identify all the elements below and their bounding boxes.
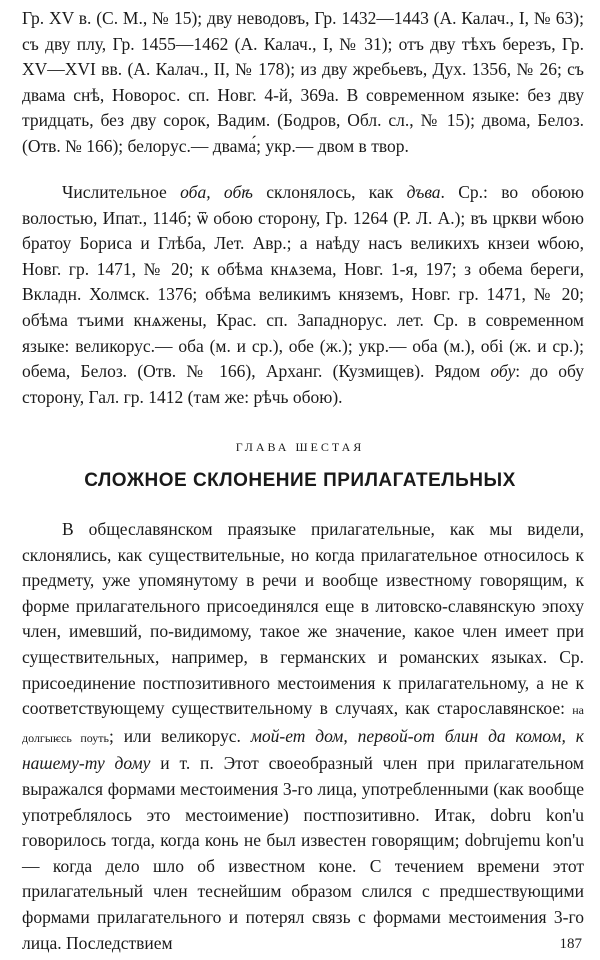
chapter-title: СЛОЖНОЕ СКЛОНЕНИЕ ПРИЛАГАТЕЛЬНЫХ xyxy=(84,470,516,491)
chapter-label: ГЛАВА ШЕСТАЯ xyxy=(235,440,365,454)
para2-lead: Числительное xyxy=(62,182,181,202)
para2-tail: : до обу сторону, Гал. гр. 1412 (там же: рѣчь обою). xyxy=(22,361,584,407)
para3-part2: ; или великорус. xyxy=(109,725,251,746)
page-number: 187 xyxy=(559,936,582,952)
paragraph-continued: Гр. XV в. (С. М., № 15); дву неводовъ, Гр. 1432—1443 (А. Калач., I, № 63); съ дву плу, Гр. 1455—1462 (А. Калач., I, № 31); отъ дву тѣхъ березъ, Гр. XV—XVI вв. (А. Калач., II, № 178); из дву жребьевъ, Дух. 1356, № 26; съ двама снѣ, Новорос. сп. Новг. 4-й, 369а. В современном языке: без дву тридцать, без дву сорок, Вадим. (Бодров, Обл. сл., № 15); двома, Белоз. (Отв. № 166); белорус.— двама́; укр.— двом в твор. xyxy=(22,8,584,156)
para2-italic-term-obu: обу xyxy=(490,361,516,382)
old-slavonic-example: на долгыѥсь поуть xyxy=(22,703,584,745)
para3-part3: и т. п. Этот своеобразный член при прилагательном выражался формами местоимения 3-го лица, употребленными (как вообще употреблялось это местоимение) постпозитивно. Итак, dobru kon'u говорилось тогда, когда конь не был известен говорящим; dobrujemu kon'u — когда дело шло об известном коне. С течением времени этот прилагательный член теснейшим образом слился с предшествующими формами прилагательного и потерял связь с формами местоимения 3-го лица. Последствием xyxy=(22,753,584,953)
para2-mid: склонялось, как xyxy=(252,182,407,202)
paragraph-chapter-intro xyxy=(22,517,584,956)
para3-part1: В общеславянском праязыке прилагательные, как мы видели, склонялись, как существительные, но когда прилагательное относилось к предмету, уже упомянутому в речи и вообще известному говорящим, к форме прилагательного присоединялся еще в литовско-славянскую эпоху член, имевший, по-видимому, такое же значение, какое член имеет при существительных, например, в германских и романских языках. Ср. присоединение постпозитивного местоимения к прилагательному, а не к соответствующему существительному в случаях, как старославянское: xyxy=(22,519,584,719)
para2-body: . Ср.: во обоюю волостью, Ипат., 114б; ѿ обою сторону, Гр. 1264 (Р. Л. А.); въ цркви ѡбою братоу Бориса и Глѣба, Лет. Авр.; а наѣду насъ великихъ кнзеи ѡбою, Новг. гр. 1471, № 20; к обѣма кнѧзема, Новг. 1-я, 197; з обема береги, Вкладн. Холмск. 1376; обѣма великимъ княземъ, Новг. гр. 1471, № 20; обѣма тъими кнѧжены, Крас. сп. Западнорус. лет. Ср. в современном языке: великорус.— оба (м. и ср.), обе (ж.); укр.— оба (м.), обі (ж. и ср.); обема, Белоз. (Отв. № 166), Арханг. (Кузмищев). Рядом xyxy=(22,182,584,382)
para2-italic-term-oba: оба, обѣ xyxy=(180,182,253,202)
paragraph-numeral-oba xyxy=(22,180,584,410)
para2-italic-term-dva: дъва xyxy=(406,182,441,202)
dialect-example-italic: мой-ет дом, первой-от блин да комом, к нашему-ту дому xyxy=(22,725,584,774)
